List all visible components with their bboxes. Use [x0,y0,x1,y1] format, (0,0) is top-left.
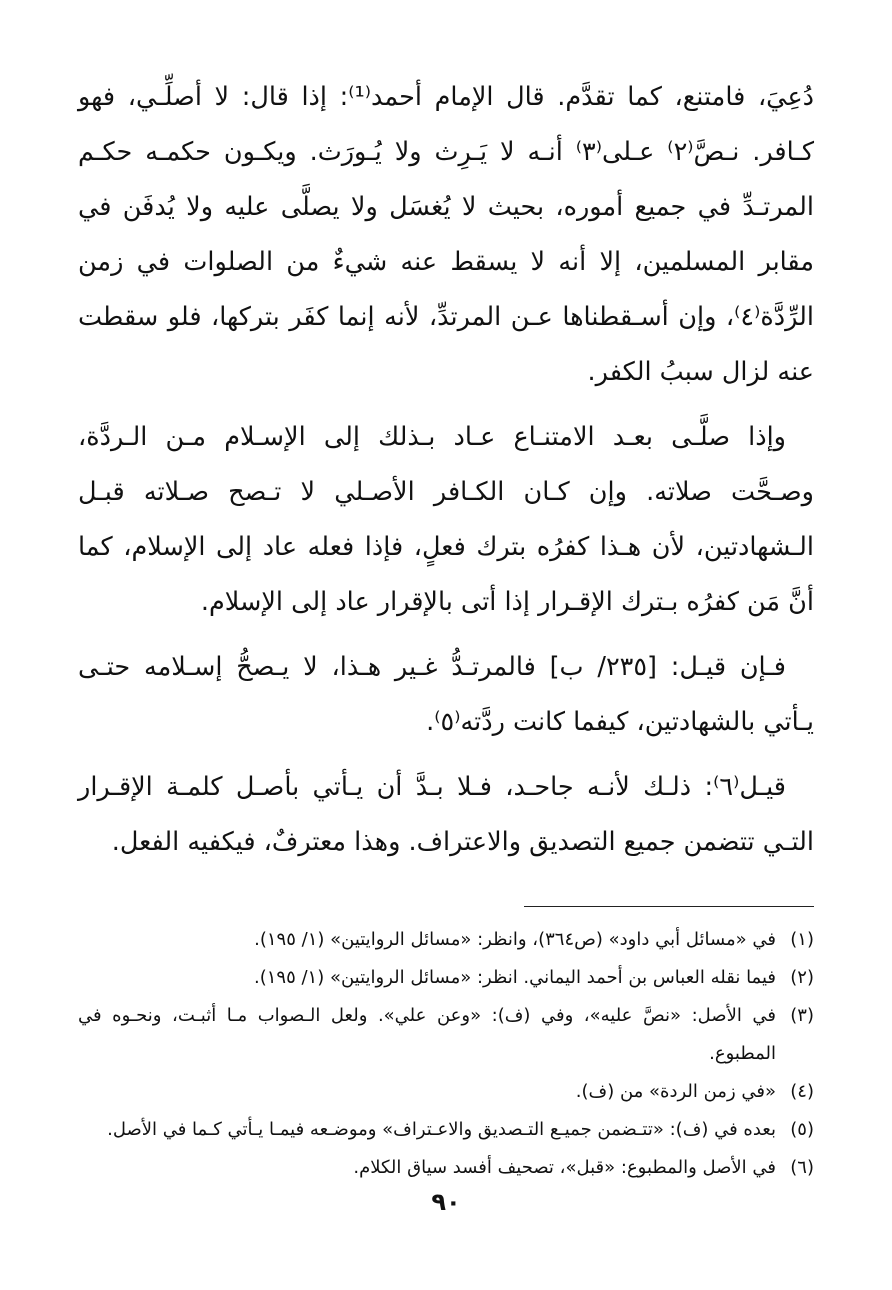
footnote-divider [524,906,814,907]
footnote-3 [78,997,814,1073]
footnote-number: (٣) [790,1005,814,1026]
footnote-text: في «مسائل أبي داود» (ص٣٦٤)، وانظر: «مسائل الروايتين» (١/ ١٩٥). [254,929,776,950]
footnote-6 [78,1149,814,1187]
paragraph-2: وإذا صلَّـى بعـد الامتنـاع عـاد بـذلك إلى الإسـلام مـن الـردَّة، وصـحَّت صلاته. وإن كـان الكـافر الأصـلي لا تـصح صـلاته قبـل الـشهادتين، لأن هـذا كفرُه بترك فعلٍ، فإذا فعله عاد إلى الإسلام، كما أنَّ مَن كفرُه بـترك الإقـرار إذا أتى بالإقرار عاد إلى الإسلام. [78,422,814,617]
footnote-1 [78,921,814,959]
footnote-text: بعده في (ف): «تتـضمن جميـع التـصديق والاعـتراف» وموضـعه فيمـا يـأتي كـما في الأصل. [107,1119,776,1140]
footnote-text: في الأصل والمطبوع: «قبل»، تصحيف أفسد سياق الكلام. [353,1157,776,1178]
main-text [78,70,814,870]
book-page [78,70,814,1250]
page-number: ٩٠ [431,1188,461,1216]
footnote-text: في الأصل: «نصَّ عليه»، وفي (ف): «وعن علي». ولعل الـصواب مـا أثبـت، ونحـوه في المطبوع. [78,1005,776,1064]
footnote-number: (٥) [790,1119,814,1140]
paragraph-1: دُعِيَ، فامتنع، كما تقدَّم. قال الإمام أحمد⁽¹⁾: إذا قال: لا أصلِّـي، فهو كـافر. نـصَّ⁽٢⁾ عـلى⁽٣⁾ أنـه لا يَـرِث ولا يُـورَث. ويكـون حكمـه حكـم المرتـدِّ في جميع أموره، بحيث لا يُغسَل ولا يصلَّى عليه ولا يُدفَن في مقابر المسلمين، إلا أنه لا يسقط عنه شيءٌ من الصلوات في زمن الرِّدَّة⁽٤⁾، وإن أسـقطناها عـن المرتدِّ، لأنه إنما كفَر بتركها، فلو سقطت عنه لزال سببُ الكفر. [78,82,815,387]
paragraph-3: فـإن قيـل: [٢٣٥/ ب] فالمرتـدُّ غـير هـذا، لا يـصحُّ إسـلامه حتـى يـأتي بالشهادتين، كيفما كانت ردَّته⁽٥⁾. [78,652,814,737]
footnote-5 [78,1111,814,1149]
paragraph-4: قيـل⁽٦⁾: ذلـك لأنـه جاحـد، فـلا بـدَّ أن يـأتي بأصـل كلمـة الإقـرار التـي تتضمن جميع التصديق والاعتراف. وهذا معترفٌ، فيكفيه الفعل. [78,772,814,857]
footnotes [78,921,814,1187]
footnote-number: (٦) [790,1157,814,1178]
footnote-number: (٤) [790,1081,814,1102]
footnote-4 [78,1073,814,1111]
footnote-2 [78,959,814,997]
footnote-text: فيما نقله العباس بن أحمد اليماني. انظر: «مسائل الروايتين» (١/ ١٩٥). [253,967,776,988]
footnote-text: «في زمن الردة» من (ف). [575,1081,776,1102]
footnote-number: (١) [790,929,814,950]
footnote-number: (٢) [790,967,814,988]
